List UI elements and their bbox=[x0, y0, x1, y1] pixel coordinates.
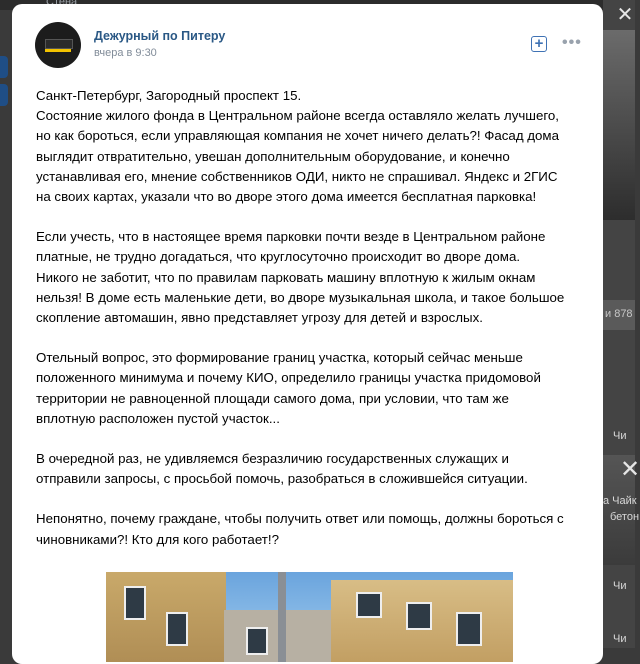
post-line: отправили запросы, с просьбой помочь, разобраться в сложившейся ситуации. bbox=[36, 471, 528, 487]
post-line: территории не равноценной площади самого дома, при условии, что там же bbox=[36, 390, 509, 406]
post-line: скопление автомашин, явно представляет угрозу для детей и взрослых. bbox=[36, 310, 483, 326]
avatar-plate bbox=[45, 39, 73, 49]
author-name[interactable]: Дежурный по Питеру bbox=[94, 29, 226, 43]
background-label: а Чайк bbox=[603, 495, 637, 507]
building-window bbox=[124, 586, 146, 620]
building-window bbox=[166, 612, 188, 646]
post-line: чиновниками?! Кто для кого работает!? bbox=[36, 531, 279, 547]
post-line: вплотную расположен пустой участок... bbox=[36, 410, 280, 426]
background-label: Чи bbox=[613, 580, 627, 592]
close-icon[interactable]: ✕ bbox=[616, 4, 634, 26]
post-paragraph bbox=[36, 509, 588, 549]
post-line: выглядит отвратительно, увешан дополнительным оборудование, и конечно bbox=[36, 148, 510, 164]
post-line: положенного минимума и почему КИО, определило границы участка придомовой bbox=[36, 370, 541, 386]
close-icon[interactable]: ✕ bbox=[620, 456, 640, 483]
post-line: на своих картах, указали что во дворе этого дома имеется бесплатная парковка! bbox=[36, 189, 537, 205]
post-paragraph bbox=[36, 449, 588, 489]
building-window bbox=[246, 627, 268, 655]
post-line: Никого не заботит, что по правилам парковать машину вплотную к жилым окнам bbox=[36, 269, 536, 285]
background-label: Чи bbox=[613, 633, 627, 645]
post-time[interactable]: вчера в 9:30 bbox=[94, 47, 157, 59]
background-card-text: и 878 bbox=[605, 308, 633, 320]
post-modal bbox=[12, 4, 603, 664]
post-paragraph bbox=[36, 86, 588, 207]
more-horizontal-icon[interactable]: ••• bbox=[562, 34, 582, 51]
post-line: Отельный вопрос, это формирование границ участка, который сейчас меньше bbox=[36, 350, 523, 366]
post-text bbox=[36, 86, 588, 570]
post-line: Санкт-Петербург, Загородный проспект 15. bbox=[36, 88, 302, 103]
avatar-stripe bbox=[45, 49, 71, 52]
building-window bbox=[406, 602, 432, 630]
background-label: Чи bbox=[613, 430, 627, 442]
background-photo bbox=[603, 30, 635, 220]
post-line: нельзя! В доме есть маленькие дети, во дворе музыкальная школа, и такое большое bbox=[36, 289, 565, 305]
post-paragraph bbox=[36, 348, 588, 429]
post-line: Состояние жилого фонда в Центральном районе всегда оставляло желать лучшего, bbox=[36, 108, 559, 124]
avatar[interactable] bbox=[35, 22, 81, 68]
background-label: бетон bbox=[610, 511, 640, 523]
plus-square-icon[interactable]: + bbox=[531, 36, 547, 52]
post-line: устанавливая его, мнение собственников ОДИ, никто не спрашивал. Яндекс и 2ГИС bbox=[36, 168, 558, 184]
building-window bbox=[456, 612, 482, 646]
building-window bbox=[356, 592, 382, 618]
post-line: Непонятно, почему граждане, чтобы получить ответ или помощь, должны бороться с bbox=[36, 511, 564, 527]
post-line: платные, не трудно догадаться, что круглосуточно происходит во дворе дома. bbox=[36, 249, 521, 265]
post-line: В очередной раз, не удивляемся безразличию государственных служащих и bbox=[36, 451, 509, 467]
background-left-edge bbox=[0, 50, 12, 140]
drain-pipe bbox=[278, 572, 286, 662]
post-paragraph bbox=[36, 227, 588, 328]
post-line: но как бороться, если управляющая компания не хочет ничего делать?! Фасад дома bbox=[36, 128, 559, 144]
post-photo[interactable] bbox=[106, 572, 513, 662]
post-line: Если учесть, что в настоящее время парковки почти везде в Центральном районе bbox=[36, 229, 546, 245]
